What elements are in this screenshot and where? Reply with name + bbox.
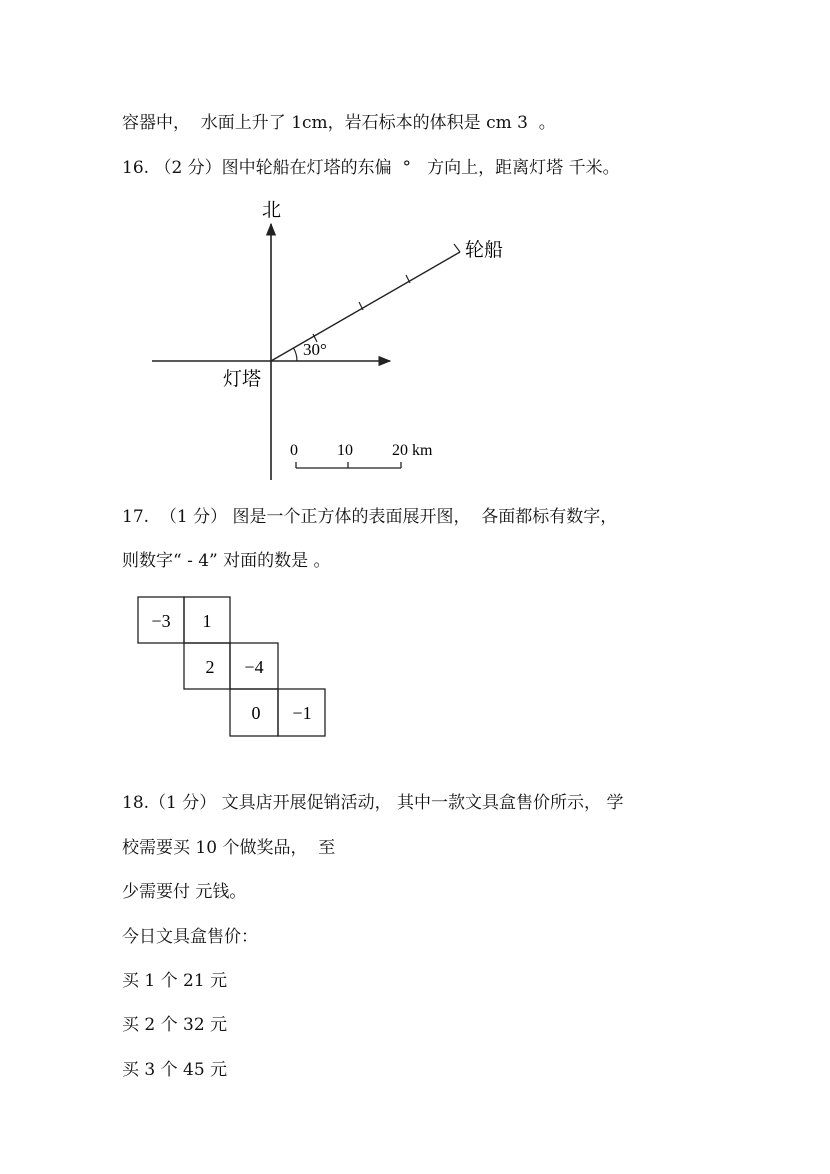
- net-value-3: 2: [205, 657, 215, 677]
- ship-label: 轮船: [465, 239, 504, 261]
- net-value-1: −3: [151, 611, 171, 631]
- q18-line2: 校需要买 10 个做奖品， 至: [122, 838, 336, 858]
- ship-direction-ray: [271, 252, 460, 361]
- q15-tail-text: 容器中， 水面上升了 1cm，岩石标本的体积是 cm 3 。: [122, 113, 556, 133]
- net-value-4: −4: [244, 657, 264, 677]
- angle-label: 30°: [303, 340, 327, 359]
- north-label: 北: [262, 199, 282, 221]
- q18-price-3: 买 3 个 45 元: [122, 1060, 228, 1080]
- q17-stem-line2: 则数字“ - 4” 对面的数是 。: [122, 551, 331, 571]
- q18-line3: 少需要付 元钱。: [122, 882, 247, 902]
- net-value-6: −1: [292, 703, 312, 723]
- net-value-5: 0: [251, 703, 261, 723]
- scale-label-10: 10: [337, 442, 353, 459]
- q18-price-1: 买 1 个 21 元: [122, 971, 228, 991]
- lighthouse-label: 灯塔: [223, 368, 262, 390]
- scale-label-0: 0: [290, 442, 298, 459]
- q17-stem-line1: 17. （1 分） 图是一个正方体的表面展开图， 各面都标有数字，: [122, 507, 618, 527]
- q18-price-2: 买 2 个 32 元: [122, 1015, 228, 1035]
- q16-stem: 16. （2 分）图中轮船在灯塔的东偏 ° 方向上，距离灯塔 千米。: [122, 158, 620, 178]
- net-value-2: 1: [202, 611, 212, 631]
- q18-price-title: 今日文具盒售价：: [122, 927, 258, 947]
- scale-label-20: 20 km: [392, 442, 433, 459]
- q18-line1: 18.（1 分） 文具店开展促销活动， 其中一款文具盒售价所示， 学: [122, 793, 624, 813]
- ray-tick-4: [454, 244, 460, 252]
- angle-arc: [294, 348, 298, 361]
